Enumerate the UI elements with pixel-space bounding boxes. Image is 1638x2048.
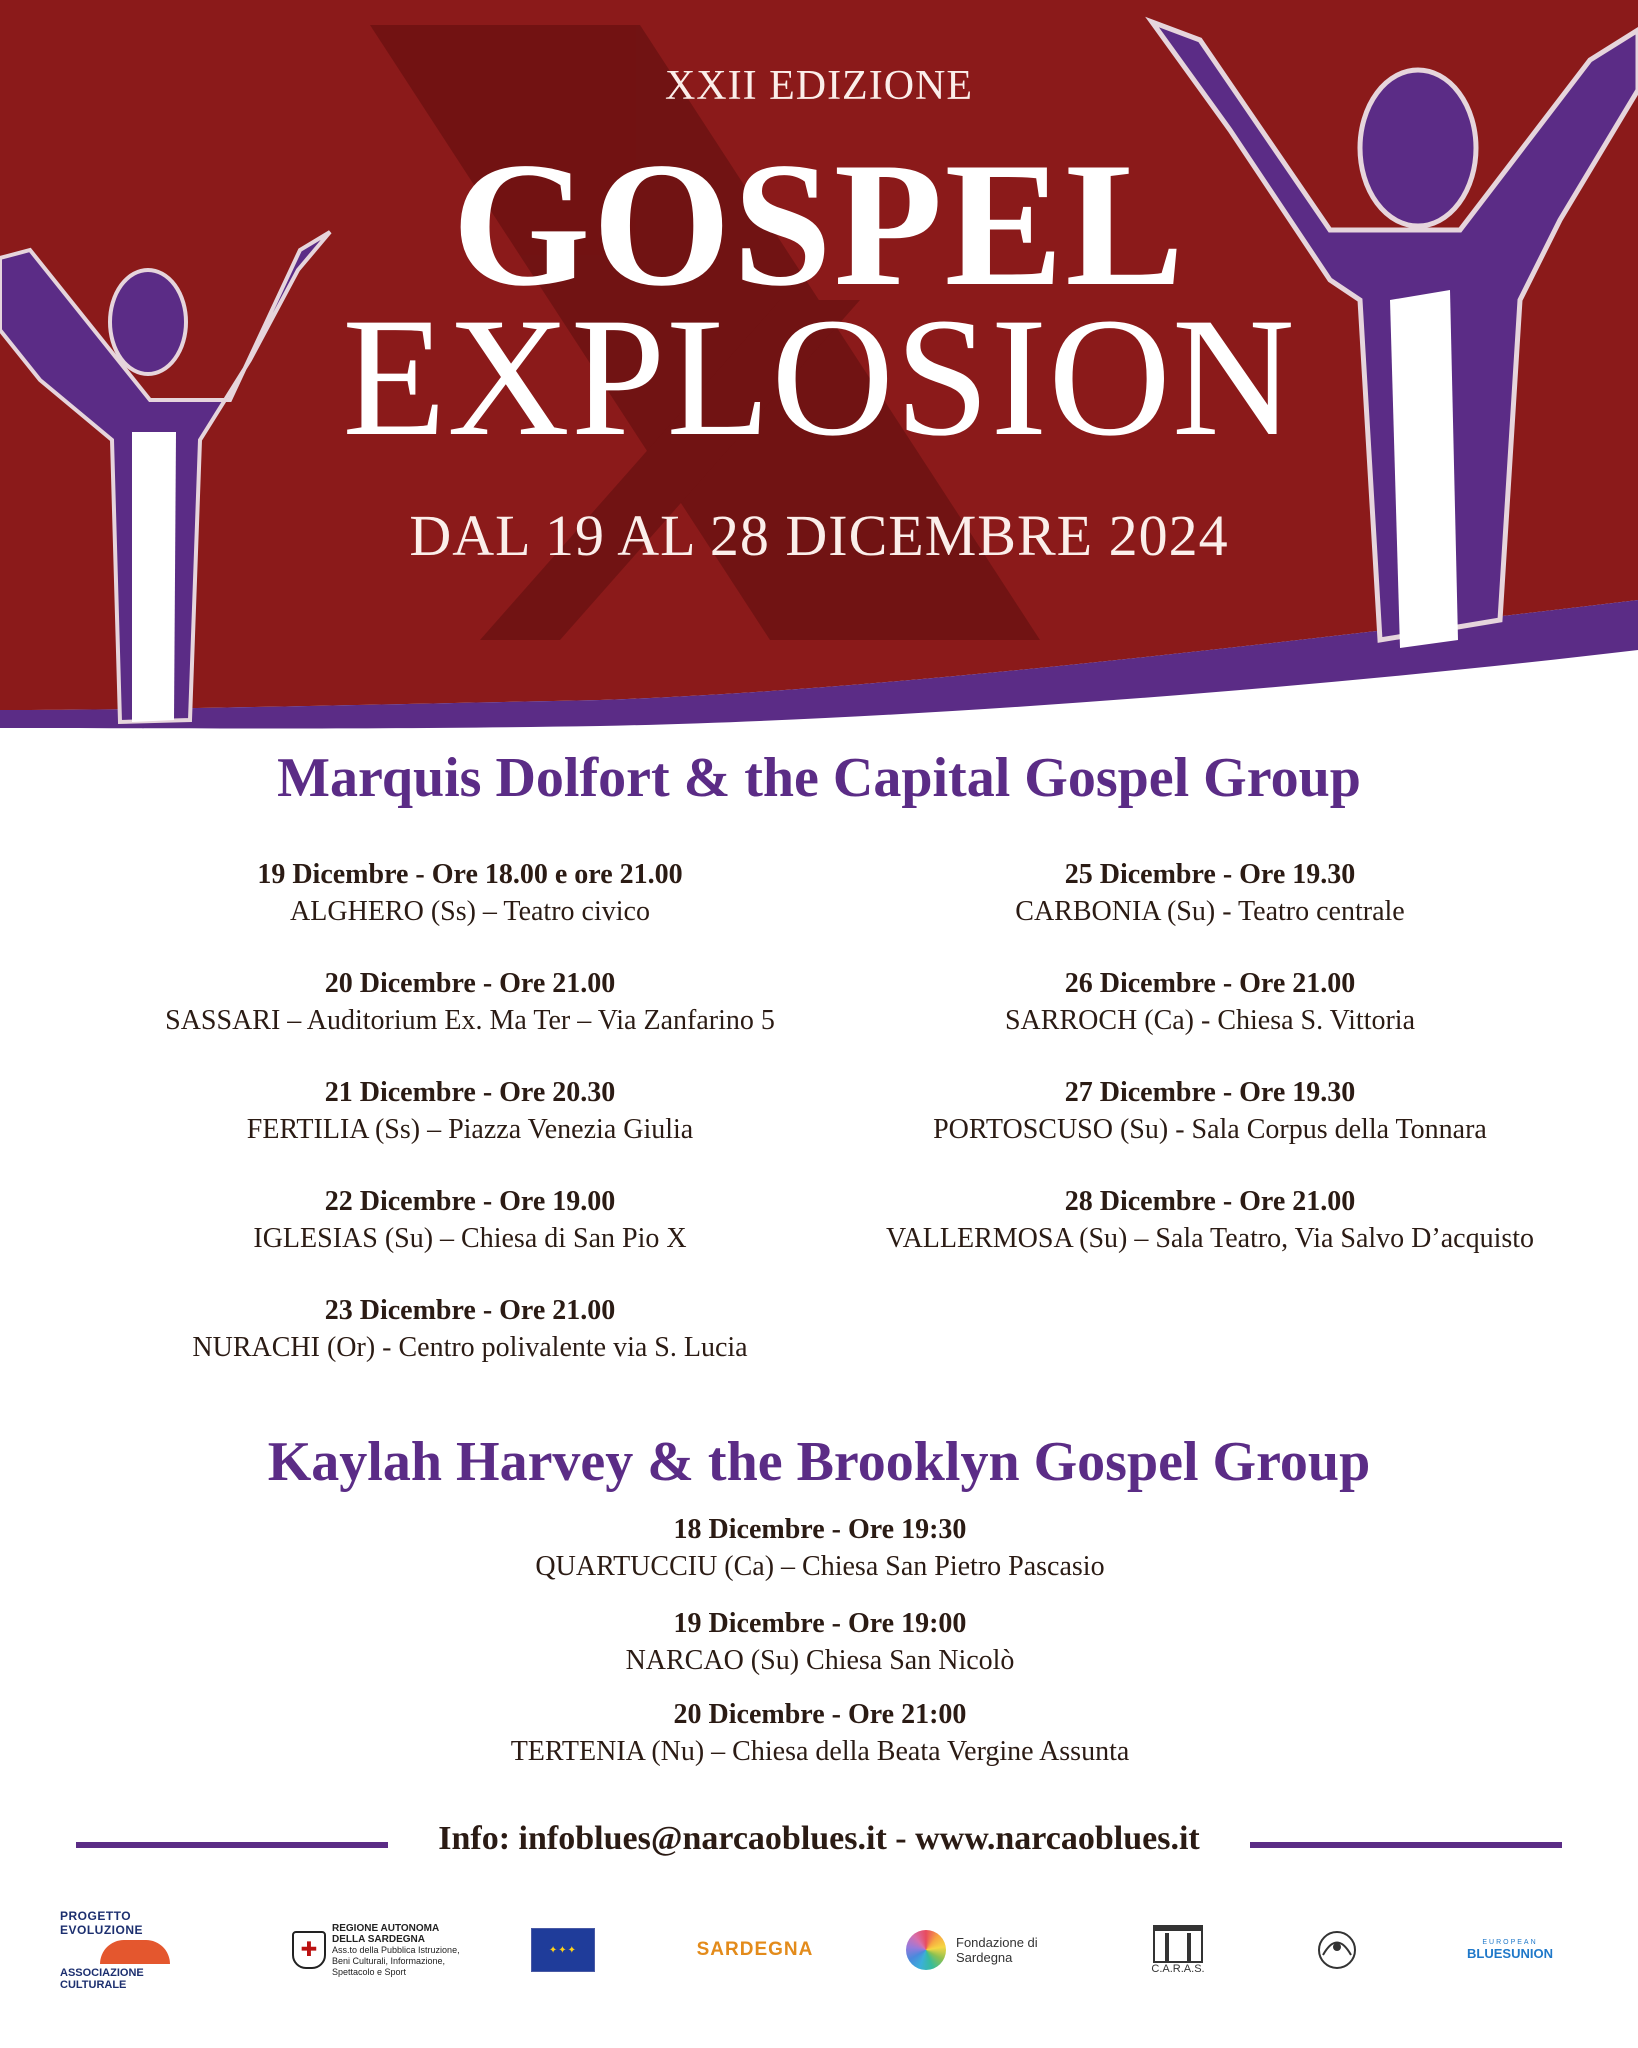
event-venue: PORTOSCUSO (Su) - Sala Corpus della Tonnara [933,1114,1487,1145]
event-date: 25 Dicembre - Ore 19.30 [1064,859,1356,890]
color-wheel-icon [906,1930,946,1970]
fondazione-name: Fondazione di Sardegna [956,1935,1038,1965]
ebu-top-label: EUROPEAN [1482,1939,1538,1946]
event-date: 20 Dicembre - Ore 21.00 [324,968,616,999]
temple-icon [1153,1925,1203,1963]
group2-title: Kaylah Harvey & the Brooklyn Gospel Group [267,1431,1371,1493]
event-date: 19 Dicembre - Ore 19:00 [673,1608,967,1639]
event-item [90,1183,850,1257]
event-venue: NURACHI (Or) - Centro polivalente via S. Lucia [192,1332,748,1363]
event-item [340,1605,1300,1679]
event-item [830,1074,1590,1148]
event-venue: SARROCH (Ca) - Chiesa S. Vittoria [1004,1005,1416,1036]
regione-title: REGIONE AUTONOMA DELLA SARDEGNA [332,1922,439,1945]
progetto-name: PROGETTO EVOLUZIONE [60,1909,144,1937]
eu-flag-logo [530,1895,596,2005]
event-date: 27 Dicembre - Ore 19.30 [1064,1077,1356,1108]
event-item [90,856,850,930]
event-item [340,1696,1300,1770]
festival-title-line1: GOSPEL [451,125,1187,323]
blues-emblem-logo [1292,1895,1382,2005]
event-venue: SASSARI – Auditorium Ex. Ma Ter – Via Zanfarino 5 [165,1005,775,1036]
info-contact: Info: infoblues@narcaoblues.it - www.narcaoblues.it [438,1820,1200,1857]
event-date: 19 Dicembre - Ore 18.00 e ore 21.00 [257,859,683,890]
header-banner [0,0,1638,740]
event-date: 21 Dicembre - Ore 20.30 [324,1077,616,1108]
ebu-name: BLUESUNION [1467,1946,1553,1961]
event-venue: IGLESIAS (Su) – Chiesa di San Pio X [253,1223,687,1254]
progetto-evoluzione-logo [60,1895,210,2005]
fondazione-sardegna-logo [906,1895,1066,2005]
coat-of-arms-icon: ✚ [292,1931,326,1969]
event-venue: VALLERMOSA (Su) – Sala Teatro, Via Salvo D’acquisto [885,1223,1535,1254]
info-divider-right [1250,1842,1562,1848]
info-divider-left [76,1842,388,1848]
group1-title: Marquis Dolfort & the Capital Gospel Group [277,747,1361,809]
event-date: 26 Dicembre - Ore 21.00 [1064,968,1356,999]
event-item [90,1292,850,1366]
eu-stars-icon: ✦✦✦ [531,1928,595,1972]
sunset-icon [100,1940,170,1964]
edition-label: XXII EDIZIONE [664,63,974,109]
event-venue: NARCAO (Su) Chiesa San Nicolò [625,1645,1015,1676]
festival-dates: DAL 19 AL 28 DICEMBRE 2024 [409,503,1229,568]
event-date: 23 Dicembre - Ore 21.00 [324,1295,616,1326]
event-venue: FERTILIA (Ss) – Piazza Venezia Giulia [246,1114,694,1145]
caras-name: C.A.R.A.S. [1151,1963,1205,1975]
caras-logo [1138,1895,1218,2005]
event-item [830,856,1590,930]
regione-department: Ass.to della Pubblica Istruzione, Beni Culturali, Informazione, Spettacolo e Sport [332,1944,460,1977]
sponsor-logos [60,1895,1580,2005]
event-date: 18 Dicembre - Ore 19:30 [673,1514,967,1545]
event-venue: QUARTUCCIU (Ca) – Chiesa San Pietro Pascasio [535,1551,1105,1582]
blues-emblem-icon [1307,1925,1367,1975]
event-item [90,965,850,1039]
event-date: 22 Dicembre - Ore 19.00 [324,1186,616,1217]
event-item [90,1074,850,1148]
event-item [340,1511,1300,1585]
event-item [830,1183,1590,1257]
event-venue: TERTENIA (Nu) – Chiesa della Beata Vergine Assunta [510,1736,1130,1767]
regione-sardegna-logo [292,1895,462,2005]
progetto-subtitle: ASSOCIAZIONE CULTURALE [60,1967,144,1991]
european-blues-union-logo [1450,1895,1570,2005]
event-venue: CARBONIA (Su) - Teatro centrale [1015,896,1405,927]
sardegna-logo: SARDEGNA [696,1939,814,1960]
event-date: 20 Dicembre - Ore 21:00 [673,1699,967,1730]
festival-title-line2: EXPLOSION [342,283,1296,471]
event-venue: ALGHERO (Ss) – Teatro civico [290,896,650,927]
event-date: 28 Dicembre - Ore 21.00 [1064,1186,1356,1217]
event-item [830,965,1590,1039]
